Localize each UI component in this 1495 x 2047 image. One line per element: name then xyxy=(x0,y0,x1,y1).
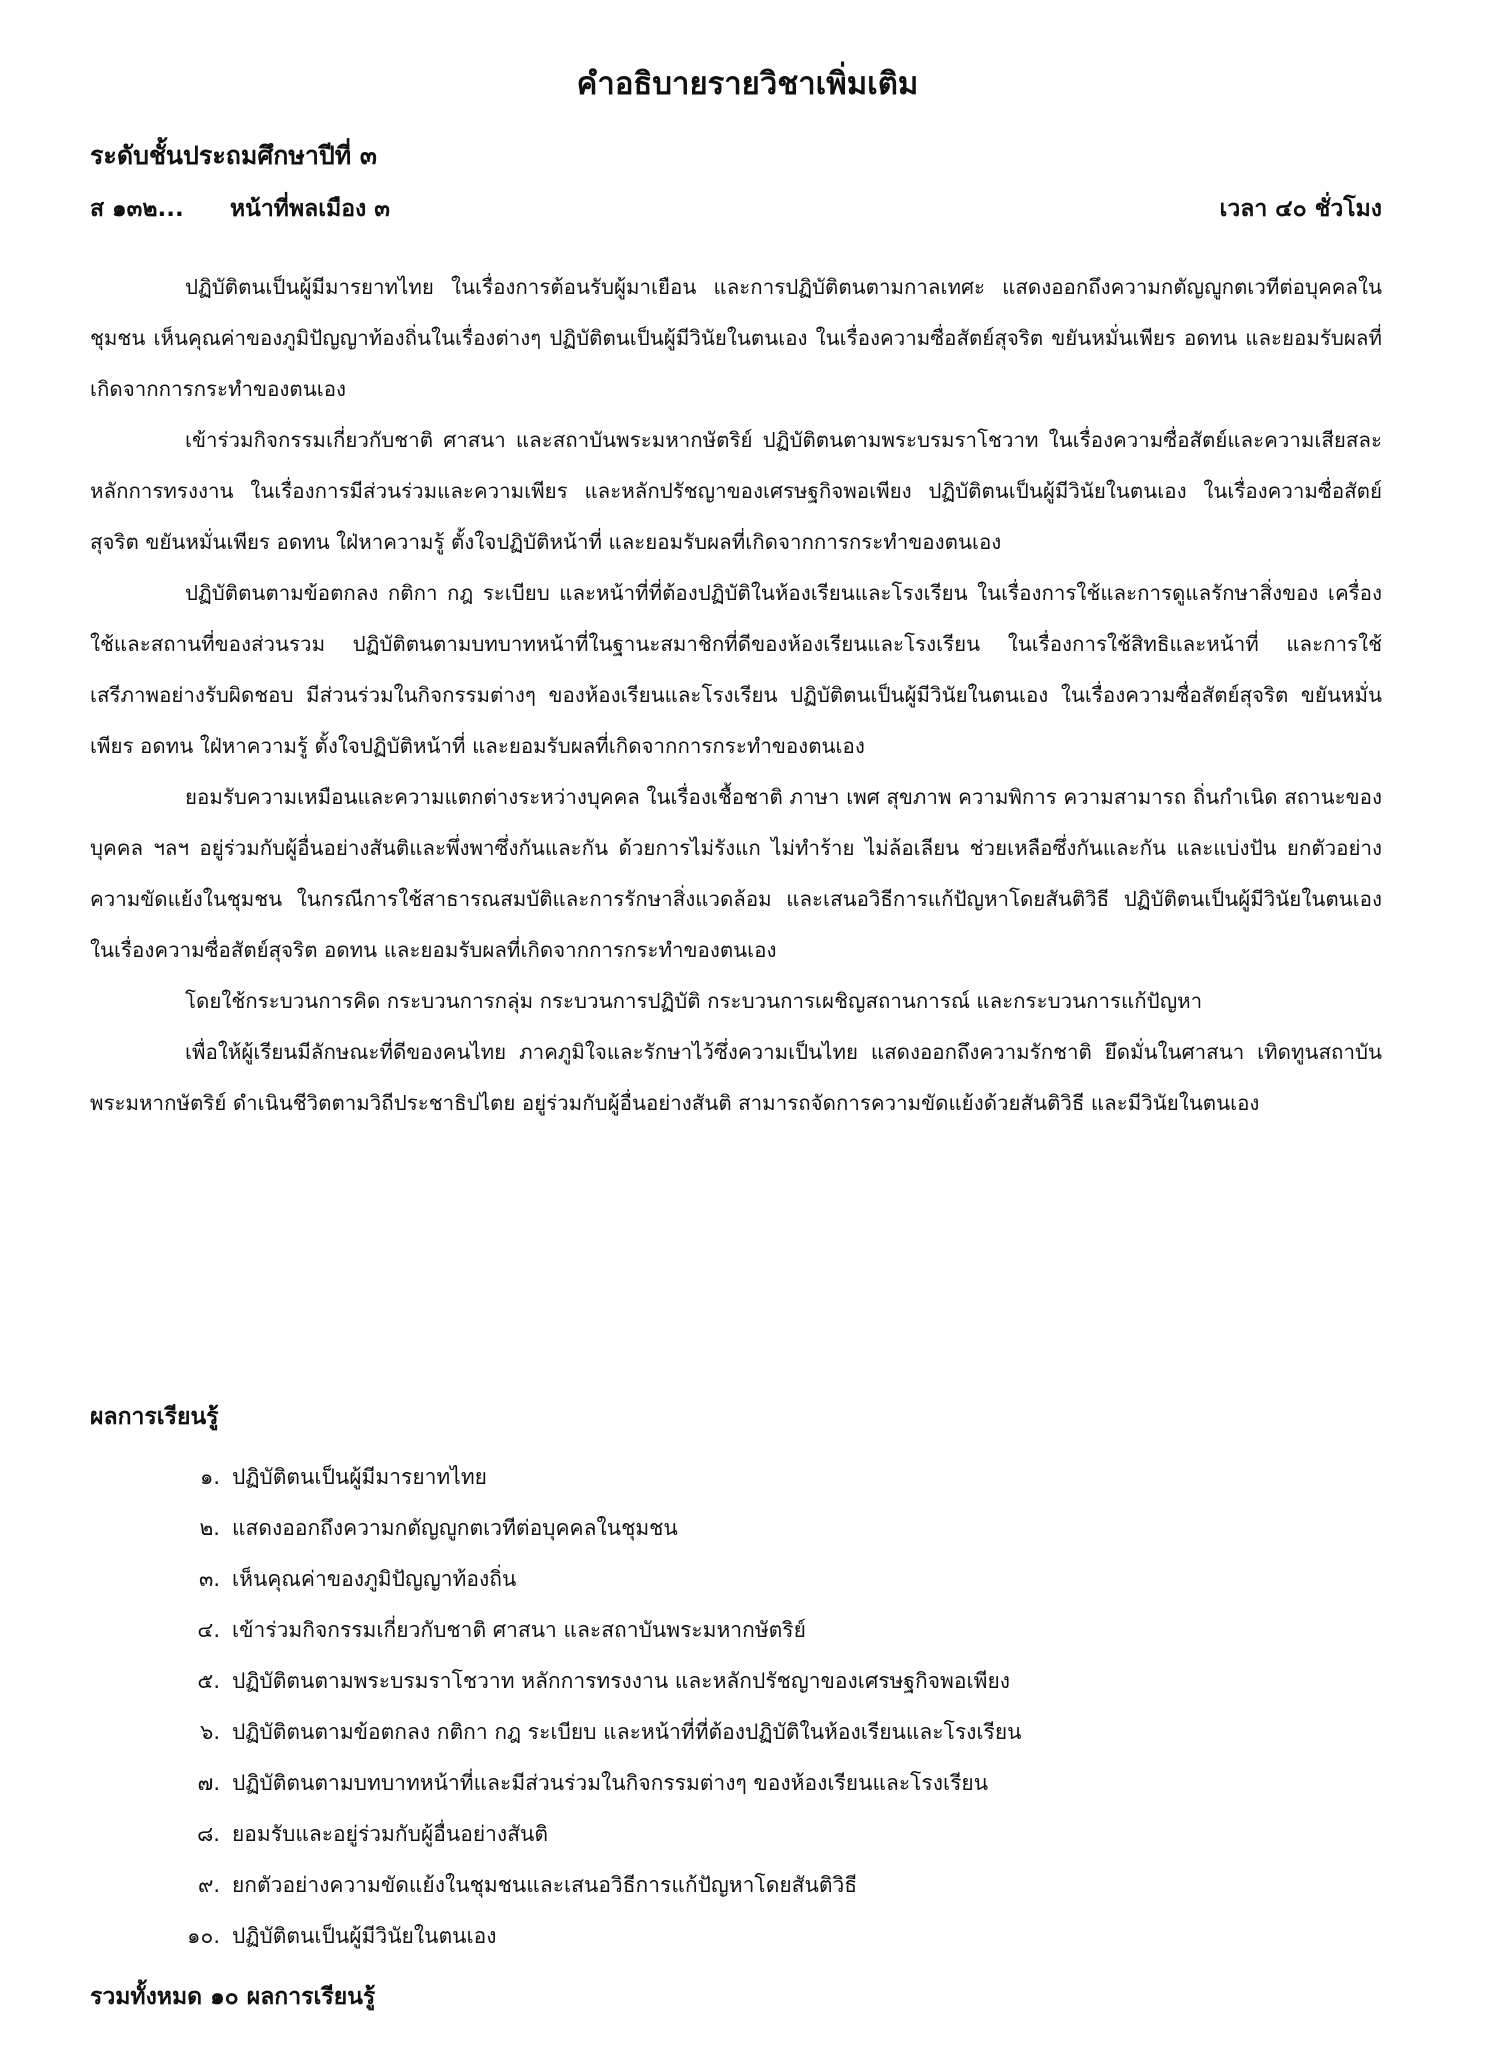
course-name: หน้าที่พลเมือง ๓ xyxy=(230,196,391,222)
outcome-text: แสดงออกถึงความกตัญญูกตเวทีต่อบุคคลในชุมชน xyxy=(232,1516,678,1540)
outcome-item xyxy=(140,1860,1380,1911)
outcomes-summary: รวมทั้งหมด ๑๐ ผลการเรียนรู้ xyxy=(90,1984,376,2010)
outcome-text: ยอมรับและอยู่ร่วมกับผู้อื่นอย่างสันติ xyxy=(232,1822,548,1846)
outcomes-list xyxy=(140,1452,1380,1962)
outcomes-heading: ผลการเรียนรู้ xyxy=(90,1404,219,1430)
outcome-text: ปฏิบัติตนตามพระบรมราโชวาท หลักการทรงงาน และหลักปรัชญาของเศรษฐกิจพอเพียง xyxy=(232,1669,1011,1693)
course-code: ส ๑๓๒... xyxy=(90,196,184,222)
outcome-item xyxy=(140,1503,1380,1554)
outcome-text: ปฏิบัติตนตามข้อตกลง กติกา กฎ ระเบียบ และหน้าที่ที่ต้องปฏิบัติในห้องเรียนและโรงเรียน xyxy=(232,1720,1022,1744)
outcome-number: ๗. xyxy=(197,1771,220,1795)
course-description xyxy=(90,262,1382,1129)
outcome-text: เห็นคุณค่าของภูมิปัญญาท้องถิ่น xyxy=(232,1567,517,1591)
description-paragraph: เข้าร่วมกิจกรรมเกี่ยวกับชาติ ศาสนา และสถาบันพระมหากษัตริย์ ปฏิบัติตนตามพระบรมราโชวาท ในเรื่องความซื่อสัตย์และความเสียสละ หลักการทรงงาน ในเรื่องการมีส่วนร่วมและความเพียร และหลักปรัชญาของเศรษฐกิจพอเพียง ปฏิบัติตนเป็นผู้มีวินัยในตนเอง ในเรื่องความซื่อสัตย์สุจริต ขยันหมั่นเพียร อดทน ใฝ่หาความรู้ ตั้งใจปฏิบัติหน้าที่ และยอมรับผลที่เกิดจากการกระทำของตนเอง xyxy=(90,428,1382,554)
outcome-number: ๒. xyxy=(199,1516,220,1540)
outcome-item xyxy=(140,1707,1380,1758)
outcome-number: ๑. xyxy=(199,1465,220,1489)
outcome-number: ๔. xyxy=(197,1618,220,1642)
outcome-text: ปฏิบัติตนเป็นผู้มีวินัยในตนเอง xyxy=(232,1924,497,1948)
outcome-number: ๓. xyxy=(198,1567,220,1591)
outcome-number: ๕. xyxy=(197,1669,220,1693)
description-paragraph: ปฏิบัติตนตามข้อตกลง กติกา กฎ ระเบียบ และหน้าที่ที่ต้องปฏิบัติในห้องเรียนและโรงเรียน ในเรื่องการใช้และการดูแลรักษาสิ่งของ เครื่องใช้และสถานที่ของส่วนรวม ปฏิบัติตนตามบทบาทหน้าที่ในฐานะสมาชิกที่ดีของห้องเรียนและโรงเรียน ในเรื่องการใช้สิทธิและหน้าที่ และการใช้เสรีภาพอย่างรับผิดชอบ มีส่วนร่วมในกิจกรรมต่างๆ ของห้องเรียนและโรงเรียน ปฏิบัติตนเป็นผู้มีวินัยในตนเอง ในเรื่องความซื่อสัตย์สุจริต ขยันหมั่นเพียร อดทน ใฝ่หาความรู้ ตั้งใจปฏิบัติหน้าที่ และยอมรับผลที่เกิดจากการกระทำของตนเอง xyxy=(90,581,1382,758)
outcome-item xyxy=(140,1605,1380,1656)
outcome-item xyxy=(140,1809,1380,1860)
outcome-number: ๘. xyxy=(197,1822,220,1846)
outcome-item xyxy=(140,1656,1380,1707)
outcome-number: ๑๐. xyxy=(187,1924,220,1948)
grade-level-heading: ระดับชั้นประถมศึกษาปีที่ ๓ xyxy=(90,141,378,170)
outcome-item xyxy=(140,1452,1380,1503)
outcome-text: ปฏิบัติตนตามบทบาทหน้าที่และมีส่วนร่วมในกิจกรรมต่างๆ ของห้องเรียนและโรงเรียน xyxy=(232,1771,989,1795)
description-paragraph: โดยใช้กระบวนการคิด กระบวนการกลุ่ม กระบวนการปฏิบัติ กระบวนการเผชิญสถานการณ์ และกระบวนการแก้ปัญหา xyxy=(185,989,1203,1013)
description-paragraph: เพื่อให้ผู้เรียนมีลักษณะที่ดีของคนไทย ภาคภูมิใจและรักษาไว้ซึ่งความเป็นไทย แสดงออกถึงความรักชาติ ยึดมั่นในศาสนา เทิดทูนสถาบันพระมหากษัตริย์ ดำเนินชีวิตตามวิถีประชาธิปไตย อยู่ร่วมกับผู้อื่นอย่างสันติ สามารถจัดการความขัดแย้งด้วยสันติวิธี และมีวินัยในตนเอง xyxy=(90,1040,1382,1115)
page-title: คำอธิบายรายวิชาเพิ่มเติม xyxy=(576,66,919,102)
outcome-number: ๖. xyxy=(199,1720,220,1744)
description-paragraph: ปฏิบัติตนเป็นผู้มีมารยาทไทย ในเรื่องการต้อนรับผู้มาเยือน และการปฏิบัติตนตามกาลเทศะ แสดงออกถึงความกตัญญูกตเวทีต่อบุคคลในชุมชน เห็นคุณค่าของภูมิปัญญาท้องถิ่นในเรื่องต่างๆ ปฏิบัติตนเป็นผู้มีวินัยในตนเอง ในเรื่องความซื่อสัตย์สุจริต ขยันหมั่นเพียร อดทน และยอมรับผลที่เกิดจากการกระทำของตนเอง xyxy=(90,275,1382,401)
outcome-item xyxy=(140,1758,1380,1809)
outcome-text: เข้าร่วมกิจกรรมเกี่ยวกับชาติ ศาสนา และสถาบันพระมหากษัตริย์ xyxy=(232,1618,806,1642)
outcome-text: ยกตัวอย่างความขัดแย้งในชุมชนและเสนอวิธีการแก้ปัญหาโดยสันติวิธี xyxy=(232,1873,858,1897)
outcome-item xyxy=(140,1911,1380,1962)
outcome-text: ปฏิบัติตนเป็นผู้มีมารยาทไทย xyxy=(232,1465,487,1489)
outcome-number: ๙. xyxy=(197,1873,220,1897)
description-paragraph: ยอมรับความเหมือนและความแตกต่างระหว่างบุคคล ในเรื่องเชื้อชาติ ภาษา เพศ สุขภาพ ความพิการ ความสามารถ ถิ่นกำเนิด สถานะของบุคคล ฯลฯ อยู่ร่วมกับผู้อื่นอย่างสันติและพึ่งพาซึ่งกันและกัน ด้วยการไม่รังแก ไม่ทำร้าย ไม่ล้อเลียน ช่วยเหลือซึ่งกันและกัน และแบ่งปัน ยกตัวอย่างความขัดแย้งในชุมชน ในกรณีการใช้สาธารณสมบัติและการรักษาสิ่งแวดล้อม และเสนอวิธีการแก้ปัญหาโดยสันติวิธี ปฏิบัติตนเป็นผู้มีวินัยในตนเอง ในเรื่องความซื่อสัตย์สุจริต อดทน และยอมรับผลที่เกิดจากการกระทำของตนเอง xyxy=(90,785,1382,962)
outcome-item xyxy=(140,1554,1380,1605)
course-hours: เวลา ๔๐ ชั่วโมง xyxy=(1219,196,1382,222)
